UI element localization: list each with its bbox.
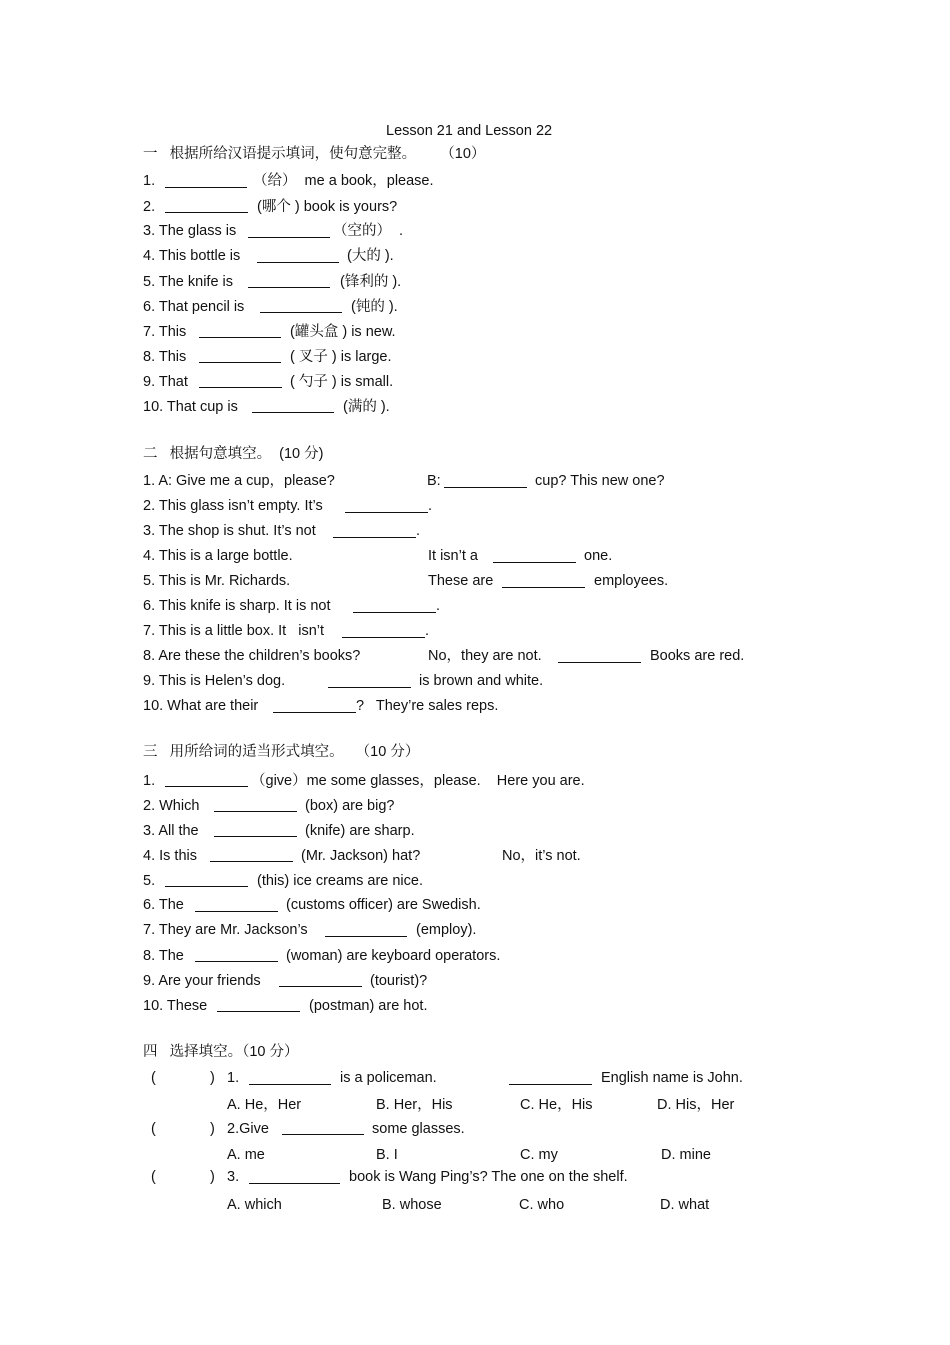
page-title: Lesson 21 and Lesson 22 bbox=[386, 123, 553, 139]
s3-q6-text: 6. The bbox=[143, 897, 184, 913]
s3-q6-c: (customs officer) are Swedish. bbox=[286, 897, 481, 913]
s3-q2-c: (box) are big? bbox=[305, 798, 395, 814]
s3-q1-text: 1. bbox=[143, 773, 156, 789]
option-c[interactable]: C. who bbox=[519, 1197, 565, 1213]
answer-blank[interactable] bbox=[195, 911, 278, 912]
answer-paren-open: ( bbox=[151, 1121, 156, 1137]
s2-q4-c: one. bbox=[584, 548, 613, 564]
section-1-heading: 一 根据所给汉语提示填词，使句意完整。 （10） bbox=[143, 146, 486, 162]
s2-q5-text: 5. This is Mr. Richards. bbox=[143, 573, 291, 589]
s3-q9-c: (tourist)? bbox=[370, 973, 428, 989]
s2-q10-c: ? They’re sales reps. bbox=[356, 698, 499, 714]
answer-blank[interactable] bbox=[279, 986, 362, 987]
s3-q7-text: 7. They are Mr. Jackson’s bbox=[143, 922, 308, 938]
answer-paren-open: ( bbox=[151, 1169, 156, 1185]
s2-q2-text: 2. This glass isn’t empty. It’s bbox=[143, 498, 323, 514]
answer-blank[interactable] bbox=[558, 662, 641, 663]
s1-q4-label: 4. This bottle is bbox=[143, 248, 241, 264]
answer-blank[interactable] bbox=[282, 1134, 364, 1135]
section-2-heading: 二 根据句意填空。 (10 分) bbox=[143, 446, 324, 462]
answer-blank[interactable] bbox=[273, 712, 356, 713]
s1-q1-text: （给） me a book，please. bbox=[253, 173, 434, 189]
answer-blank[interactable] bbox=[493, 562, 576, 563]
s1-q2-label: 2. bbox=[143, 199, 156, 215]
option-a[interactable]: A. me bbox=[227, 1147, 265, 1163]
s2-q5-c: employees. bbox=[594, 573, 669, 589]
s2-q10-text: 10. What are their bbox=[143, 698, 259, 714]
answer-blank[interactable] bbox=[260, 312, 342, 313]
s1-q4-text: (大的 ). bbox=[347, 248, 394, 264]
s2-q8-b: No，they are not. bbox=[428, 648, 542, 664]
answer-blank[interactable] bbox=[252, 412, 334, 413]
answer-blank[interactable] bbox=[342, 637, 425, 638]
s2-q6-c: . bbox=[436, 598, 441, 614]
option-d[interactable]: D. what bbox=[660, 1197, 710, 1213]
s1-q10-label: 10. That cup is bbox=[143, 399, 238, 415]
section-3-heading: 三 用所给词的适当形式填空。 （10 分） bbox=[143, 744, 420, 760]
s1-q7-text: (罐头盒 ) is new. bbox=[290, 324, 396, 340]
s3-q3-c: (knife) are sharp. bbox=[305, 823, 415, 839]
s3-q4-text: 4. Is this bbox=[143, 848, 197, 864]
s1-q5-label: 5. The knife is bbox=[143, 274, 234, 290]
answer-blank[interactable] bbox=[199, 387, 282, 388]
s3-q9-text: 9. Are your friends bbox=[143, 973, 261, 989]
s1-q3-label: 3. The glass is bbox=[143, 223, 237, 239]
s3-q8-c: (woman) are keyboard operators. bbox=[286, 948, 501, 964]
s3-q10-text: 10. These bbox=[143, 998, 208, 1014]
answer-blank[interactable] bbox=[217, 1011, 300, 1012]
option-d[interactable]: D. His，Her bbox=[657, 1097, 735, 1113]
s3-q4-c: (Mr. Jackson) hat? bbox=[301, 848, 421, 864]
s3-q3-text: 3. All the bbox=[143, 823, 199, 839]
s2-q3-c: . bbox=[416, 523, 421, 539]
s1-q6-label: 6. That pencil is bbox=[143, 299, 245, 315]
option-b[interactable]: B. whose bbox=[382, 1197, 442, 1213]
s2-q5-b: These are bbox=[428, 573, 494, 589]
s2-q1-b: B: bbox=[427, 473, 441, 489]
answer-blank[interactable] bbox=[248, 287, 330, 288]
s2-q4-b: It isn’t a bbox=[428, 548, 478, 564]
answer-blank[interactable] bbox=[502, 587, 585, 588]
s2-q4-text: 4. This is a large bottle. bbox=[143, 548, 293, 564]
s2-q8-c: Books are red. bbox=[650, 648, 745, 664]
s4-q1-mid: is a policeman. bbox=[340, 1070, 437, 1086]
answer-blank[interactable] bbox=[214, 811, 297, 812]
answer-paren-close: ) bbox=[210, 1121, 215, 1137]
s4-q2-end: some glasses. bbox=[372, 1121, 465, 1137]
answer-blank[interactable] bbox=[248, 237, 330, 238]
option-c[interactable]: C. my bbox=[520, 1147, 558, 1163]
answer-blank[interactable] bbox=[353, 612, 436, 613]
answer-paren-close: ) bbox=[210, 1169, 215, 1185]
answer-blank[interactable] bbox=[199, 337, 281, 338]
answer-blank[interactable] bbox=[345, 512, 428, 513]
answer-blank[interactable] bbox=[165, 212, 248, 213]
option-a[interactable]: A. He，Her bbox=[227, 1097, 302, 1113]
s3-q8-text: 8. The bbox=[143, 948, 184, 964]
answer-blank[interactable] bbox=[509, 1084, 592, 1085]
s3-q1-c: （give）me some glasses，please. Here you are. bbox=[251, 773, 585, 789]
s2-q3-text: 3. The shop is shut. It’s not bbox=[143, 523, 316, 539]
answer-blank[interactable] bbox=[249, 1183, 340, 1184]
s4-q3-end: book is Wang Ping’s? The one on the shelf. bbox=[349, 1169, 628, 1185]
s3-q5-c: (this) ice creams are nice. bbox=[257, 873, 423, 889]
s3-q5-text: 5. bbox=[143, 873, 156, 889]
s2-q7-c: . bbox=[425, 623, 430, 639]
s1-q6-text: (钝的 ). bbox=[351, 299, 398, 315]
answer-blank[interactable] bbox=[165, 187, 247, 188]
answer-blank[interactable] bbox=[199, 362, 281, 363]
answer-blank[interactable] bbox=[325, 936, 407, 937]
answer-paren-open: ( bbox=[151, 1070, 156, 1086]
option-b[interactable]: B. Her，His bbox=[376, 1097, 453, 1113]
s1-q5-text: (锋利的 ). bbox=[340, 274, 402, 290]
s1-q2-text: (哪个 ) book is yours? bbox=[257, 199, 398, 215]
option-c[interactable]: C. He，His bbox=[520, 1097, 593, 1113]
s1-q1-label: 1. bbox=[143, 173, 156, 189]
s4-q2-num: 2.Give bbox=[227, 1121, 269, 1137]
s3-q7-c: (employ). bbox=[416, 922, 477, 938]
s1-q8-label: 8. This bbox=[143, 349, 187, 365]
answer-blank[interactable] bbox=[249, 1084, 331, 1085]
answer-blank[interactable] bbox=[165, 786, 248, 787]
answer-blank[interactable] bbox=[214, 836, 297, 837]
s2-q9-c: is brown and white. bbox=[419, 673, 544, 689]
s4-q1-num: 1. bbox=[227, 1070, 240, 1086]
s2-q1-text: 1. A: Give me a cup，please? bbox=[143, 473, 335, 489]
section-4-heading: 四 选择填空。（10 分） bbox=[143, 1044, 299, 1060]
s3-q10-c: (postman) are hot. bbox=[309, 998, 428, 1014]
option-a[interactable]: A. which bbox=[227, 1197, 282, 1213]
s1-q10-text: (满的 ). bbox=[343, 399, 390, 415]
answer-paren-close: ) bbox=[210, 1070, 215, 1086]
s1-q9-text: ( 勺子 ) is small. bbox=[290, 374, 394, 390]
option-b[interactable]: B. I bbox=[376, 1147, 398, 1163]
answer-blank[interactable] bbox=[328, 687, 411, 688]
answer-blank[interactable] bbox=[444, 487, 527, 488]
s2-q1-c: cup? This new one? bbox=[535, 473, 665, 489]
s1-q9-label: 9. That bbox=[143, 374, 188, 390]
s4-q1-end: English name is John. bbox=[601, 1070, 743, 1086]
answer-blank[interactable] bbox=[333, 537, 416, 538]
s1-q8-text: ( 叉子 ) is large. bbox=[290, 349, 392, 365]
answer-blank[interactable] bbox=[257, 262, 339, 263]
answer-blank[interactable] bbox=[165, 886, 248, 887]
s2-q9-text: 9. This is Helen’s dog. bbox=[143, 673, 286, 689]
s3-q4-d: No，it’s not. bbox=[502, 848, 581, 864]
s1-q7-label: 7. This bbox=[143, 324, 187, 340]
s2-q7-text: 7. This is a little box. It isn’t bbox=[143, 623, 325, 639]
s2-q6-text: 6. This knife is sharp. It is not bbox=[143, 598, 331, 614]
s2-q8-text: 8. Are these the children’s books? bbox=[143, 648, 361, 664]
s3-q2-text: 2. Which bbox=[143, 798, 200, 814]
option-d[interactable]: D. mine bbox=[661, 1147, 711, 1163]
s2-q2-c: . bbox=[428, 498, 433, 514]
s4-q3-num: 3. bbox=[227, 1169, 240, 1185]
answer-blank[interactable] bbox=[195, 961, 278, 962]
answer-blank[interactable] bbox=[210, 861, 293, 862]
s1-q3-text: （空的） . bbox=[333, 223, 404, 239]
